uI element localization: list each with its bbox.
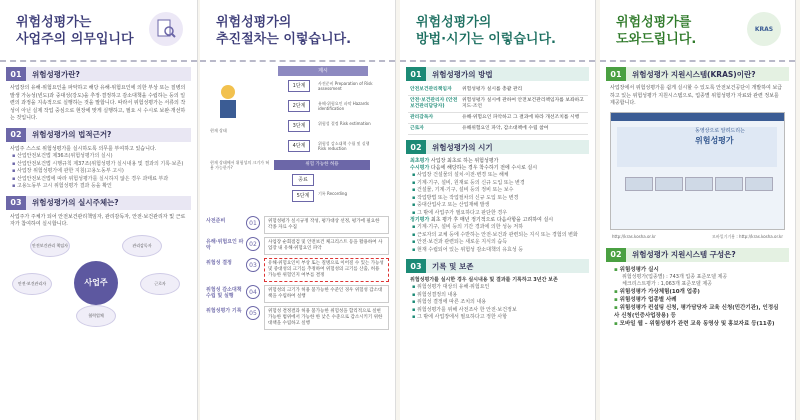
- title-line-2: 방법·시기는 이렇습니다.: [416, 32, 556, 47]
- timing-value: 최초 평가 후 매년 정기적으로 다음사항을 고려하여 실시: [430, 217, 554, 223]
- list-item: ▪ 산업안전보건법 제36조(위험성평가의 실시): [12, 153, 185, 161]
- record-list: [400, 284, 595, 322]
- list-item: ▪ 현재 수립되어 있는 위험성 감소대책의 유효성 등: [412, 247, 583, 255]
- step-desc: 기록 Recording: [318, 191, 348, 196]
- panel-title: [616, 14, 696, 48]
- panel-title: [416, 14, 556, 48]
- role-bubble: 안전보건관리 책임자: [30, 235, 70, 257]
- section-number: 03: [406, 259, 426, 273]
- section-header: [6, 196, 191, 210]
- title-line-2: 도와드립니다.: [616, 32, 697, 47]
- list-item: ▪ 위험성평가 대상의 유해·위험요인: [412, 284, 583, 292]
- panel-header: [600, 0, 795, 62]
- site-url[interactable]: http://kras.kosha.or.kr: [612, 233, 656, 239]
- section-number: 01: [406, 67, 426, 81]
- title-line-2: 추진절차는 이렇습니다.: [216, 32, 352, 47]
- support-sublist: [600, 274, 795, 288]
- section-label: 기록 및 보존: [432, 261, 474, 271]
- step-desc: 위험성 결정 Risk estimation: [318, 121, 371, 126]
- support-subitem: 체크리스트평가 : 1,063개 표준모델 제공: [622, 280, 712, 287]
- role-bubble: 근로자: [140, 273, 180, 295]
- legal-list: [0, 153, 197, 191]
- procedure-list: [206, 216, 389, 330]
- banner-title: 위험성평가: [695, 135, 734, 145]
- acceptance-box: 위험 가능한 허용: [274, 160, 370, 170]
- role-name: 안전·보건관리자 (안전보건관리담당자): [408, 96, 460, 113]
- section-text: 사업주 스스로 위험성평가를 실시하도록 의무를 부여하고 있습니다.: [10, 145, 157, 152]
- timing-initial: [400, 158, 595, 165]
- thumbnail: [715, 177, 743, 191]
- table-row: [408, 96, 588, 113]
- section-number: 01: [606, 67, 626, 81]
- panel-obligation: [0, 0, 198, 420]
- procedure-desc: 사업장 순회점검 및 안전보건 체크리스트 등을 활용하여 사업장 내 유해·위험요인 파악: [264, 237, 389, 255]
- procedure-row: [206, 216, 389, 234]
- section-number: 01: [6, 67, 26, 81]
- thumbnail: [685, 177, 713, 191]
- procedure-row: [206, 258, 389, 282]
- role-name: 안전보건관리책임자: [408, 85, 460, 96]
- section-number: 02: [606, 248, 626, 262]
- procedure-desc: 위험성의 크기가 허용 불가능한 수준인 경우 위험성 감소대책을 수립하여 실행: [264, 285, 389, 303]
- step-label: 5단계: [292, 190, 314, 202]
- panel-header: [0, 0, 197, 62]
- support-item: ▪ 모바일 웹 – 위험성평가 관련 교육 동영상 및 홍보자료 등(11종): [614, 320, 781, 328]
- procedure-number: 04: [246, 285, 260, 299]
- support-item: ▪ 위험성평가 가상체험(10개 업종): [614, 288, 781, 296]
- list-item: ▪ 근로자의 교체 등에 수반하는 안전·보건과 관련되는 지식 또는 경험의 변화: [412, 232, 583, 240]
- section-label: 위험성평가 지원시스템(KRAS)이란?: [632, 69, 756, 79]
- section-header: [6, 67, 191, 81]
- section-label: 위험성평가란?: [32, 69, 80, 79]
- procedure-number: 03: [246, 258, 260, 272]
- banner-subtitle: 동영상으로 알려드리는: [695, 127, 745, 134]
- kras-badge-label: KRAS: [754, 25, 774, 33]
- step-label: 2단계: [288, 100, 310, 112]
- support-list: [600, 288, 795, 328]
- flow-start: 계시: [278, 66, 368, 76]
- kras-website-screenshot: [610, 112, 785, 230]
- step-desc: 사전준비 Preparation of Risk assessment: [318, 81, 373, 91]
- step-label: 3단계: [288, 120, 310, 132]
- role-name: 근로자: [408, 124, 460, 135]
- step-label: 1단계: [288, 80, 310, 92]
- procedure-row: [206, 237, 389, 255]
- title-line-1: 위험성평가의: [216, 15, 292, 30]
- role-bubble: 협력업체: [76, 305, 116, 327]
- role-desc: 위험성평가 실시를 총괄 관리: [460, 85, 588, 96]
- role-desc: 유해·위험요인 파악하고 그 결과에 따라 개선조치를 시행: [460, 113, 588, 124]
- section-number: 03: [6, 196, 26, 210]
- role-desc: 유해위험요인 파악, 감소대책에 수립 참여: [460, 124, 588, 135]
- panel-method: [400, 0, 596, 420]
- role-desc: 위험성평가 실시에 관하여 안전보건관리책임자를 보좌하고 지도·조언: [460, 96, 588, 113]
- procedure-flowchart: [208, 64, 387, 214]
- title-line-1: 위험성평가는: [16, 15, 92, 30]
- list-item: ▪ 중대산업사고 또는 산업재해 발생: [412, 202, 583, 210]
- procedure-label: 위험성 결정: [206, 260, 232, 266]
- panel-header: [400, 0, 595, 62]
- procedure-label: 위험성평가 기록: [206, 308, 242, 314]
- acceptance-note: 현재 상태에서 위험성의 크기가 허용 가능한가?: [210, 160, 270, 170]
- procedure-number: 02: [246, 237, 260, 251]
- timing-value: 다음에 해당하는 경우 착수하기 전에 수시로 실시: [430, 165, 538, 171]
- section-header: [406, 259, 589, 273]
- procedure-label: 사전준비: [206, 218, 226, 224]
- procedure-number: 05: [246, 306, 260, 320]
- participant-diagram: [10, 233, 187, 325]
- roles-table: [408, 85, 588, 135]
- support-list: [600, 266, 795, 274]
- procedure-label: 유해·위험요인 파악: [206, 239, 244, 251]
- thumbnail: [745, 177, 773, 191]
- timing-key: 최초평가: [410, 158, 430, 164]
- role-name: 관리감독자: [408, 113, 460, 124]
- timing-key: 정기평가: [410, 217, 430, 223]
- table-row: [408, 85, 588, 96]
- list-item: ▪ 사업장 위험성평가에 관한 지침(고용노동부 고시): [12, 168, 185, 176]
- timing-key: 수시평가: [410, 165, 430, 171]
- list-item: ▪ 안전·보건과 관련되는 새로운 지식의 습득: [412, 239, 583, 247]
- role-bubble: 안전·보건관리자: [12, 273, 52, 295]
- support-item: ▪ 위험성평가 업종별 사례: [614, 296, 781, 304]
- support-item: ▪ 위험성평가 실시: [614, 266, 781, 274]
- section-header: [406, 140, 589, 154]
- role-bubble: 관리감독자: [122, 235, 162, 257]
- list-item: ▪ 산업안전보건법 시행규칙 제37조(위험성평가 실시내용 및 결과의 기록·보존): [12, 161, 185, 169]
- site-navbar: [611, 113, 784, 121]
- list-item: ▪ 그 밖에 사업주가 필요하다고 판단한 경우: [412, 210, 583, 218]
- employer-circle: 사업주: [74, 261, 118, 305]
- procedure-label: 위험성 감소대책 수립 및 실행: [206, 287, 242, 299]
- procedure-row: [206, 306, 389, 330]
- section-header: [606, 248, 789, 262]
- support-item: ▪ 위험성평가 컨설팅 신청, 평가담당자 교육 신청(민간기관), 인정심사 신청(인증사업장용) 등: [614, 304, 781, 320]
- section-text: 사업장의 유해·위험요인을 파악하고 해당 유해·위험요인에 의한 부상 또는 질병의 발생 가능성(빈도)과 중대성(강도)을 추정·결정하고 감소대책을 수립하는 등의 일련의 과정을 지속적으로 실행하는 것을 말합니다. 따라서 위험성평가는 서류의 작성이 아닌 실제 작업 중심으로 현장에 맞게 실행하고, 필요 시 수시로 보완·개선하는 것입니다.: [10, 85, 186, 121]
- list-item: ▪ 그 밖에 사업장에서 필요하다고 정한 사항: [412, 314, 583, 322]
- title-line-1: 위험성평가의: [416, 15, 492, 30]
- current-state-label: 현재 상태: [210, 128, 227, 133]
- panel-title: [216, 14, 351, 48]
- section-header: [406, 67, 589, 81]
- kras-badge-icon: [747, 12, 781, 46]
- timing-value: 사업장 최초로 하는 위험성평가: [430, 158, 499, 164]
- panel-support: [600, 0, 796, 420]
- end-label: 종료: [292, 174, 314, 186]
- title-line-1: 위험성평가를: [616, 15, 692, 30]
- title-line-2: 사업주의 의무입니다: [16, 32, 134, 47]
- list-item: ▪ 위험성 결정에 따른 조치의 내용: [412, 299, 583, 307]
- worker-illustration-icon: [210, 82, 246, 122]
- url-row: [600, 234, 795, 240]
- procedure-number: 01: [246, 216, 260, 230]
- timing-adhoc: [400, 165, 595, 172]
- panel-procedure: [200, 0, 396, 420]
- list-item: ▪ 기계·기구, 설비, 원재료 등의 신규 도입 또는 변경: [412, 180, 583, 188]
- section-label: 위험성평가의 시기: [432, 142, 493, 152]
- list-item: ▪ 기계·기구, 설비 등의 기간 경과에 의한 성능 저하: [412, 224, 583, 232]
- section-label: 위험성평가의 실시주체는?: [32, 198, 119, 207]
- record-text: 위험성평가를 실시한 경우 실시내용 및 결과를 기록하고 3년간 보존: [410, 277, 558, 283]
- list-item: ▪ 산업안전보건법에 따라 위험성평가를 실시하지 않은 경우 과태료 부과: [12, 176, 185, 184]
- section-text: 사업주가 주체가 되어 안전보건관리책임자, 관리감독자, 안전·보건관리자 및 근로자가 참여하여 실시합니다.: [10, 213, 186, 227]
- section-header: [6, 128, 191, 142]
- table-row: [408, 124, 588, 135]
- step-desc: 위험성 감소대책 수립 및 실행 Risk reduction: [318, 141, 370, 151]
- list-item: ▪ 위험성결정의 내용: [412, 292, 583, 300]
- support-subitem: 위험성평가(업종별) : 743개 업종 표준모델 제공: [622, 273, 728, 280]
- list-item: ▪ 작업방법 또는 작업절차의 신규 도입 또는 변경: [412, 195, 583, 203]
- procedure-desc: 위험성 결정결과 허용 불가능한 위험성을 합리적으로 실현 가능한 범위에서 가능한 한 낮은 수준으로 감소시키기 위한 대책을 수립하고 실행: [264, 306, 389, 330]
- document-magnifier-icon: [149, 12, 183, 46]
- section-text: 사업장에서 위험성평가를 쉽게 실시할 수 있도록 안전보건공단이 개발하여 보급하고 있는 위험성평가 지원시스템으로, 업종별 위험성평가 자료와 관련 정보를 제공합니다.: [610, 85, 783, 106]
- section-number: 02: [406, 140, 426, 154]
- step-label: 4단계: [288, 140, 310, 152]
- thumbnail: [655, 177, 683, 191]
- periodic-list: [400, 224, 595, 254]
- section-label: 위험성평가 지원시스템 구성은?: [632, 250, 736, 259]
- procedure-desc: 위험성평가 실시규정 작성, 평가대상 선정, 평가에 필요한 각종 자료 수집: [264, 216, 389, 234]
- list-item: ▪ 사업장 건설물의 설치·이전·변경 또는 해체: [412, 172, 583, 180]
- section-header: [606, 67, 789, 81]
- panel-title: [16, 14, 134, 48]
- section-number: 02: [6, 128, 26, 142]
- section-label: 위험성평가의 법적근거?: [32, 130, 112, 139]
- thumbnail-row: [611, 175, 787, 193]
- thumbnail: [625, 177, 653, 191]
- timing-periodic: [400, 217, 595, 224]
- procedure-desc: 유해·위험요인이 부상 또는 질병으로 이어질 수 있는 가능성 및 중대성의 크기를 추정하여 위험성의 크기를 산출, 허용 가능한 위험인지 여부를 결정: [264, 258, 389, 282]
- adhoc-list: [400, 172, 595, 217]
- section-label: 위험성평가의 방법: [432, 69, 493, 79]
- step-desc: 유해·위험요인 파악 Hazards identification: [318, 101, 369, 111]
- table-row: [408, 113, 588, 124]
- list-item: ▪ 위험성평가를 위해 사전조사 한 안전·보건정보: [412, 307, 583, 315]
- procedure-row: [206, 285, 389, 303]
- panel-header: [200, 0, 395, 62]
- mobile-url[interactable]: 모바일기기용 : http://kras.kosha.or.kr: [711, 233, 783, 239]
- list-item: ▪ 고용노동부 고시 위험성평가 결과 등을 확인: [12, 183, 185, 191]
- list-item: ▪ 건설물, 기계·기구, 설비 등의 정비 또는 보수: [412, 187, 583, 195]
